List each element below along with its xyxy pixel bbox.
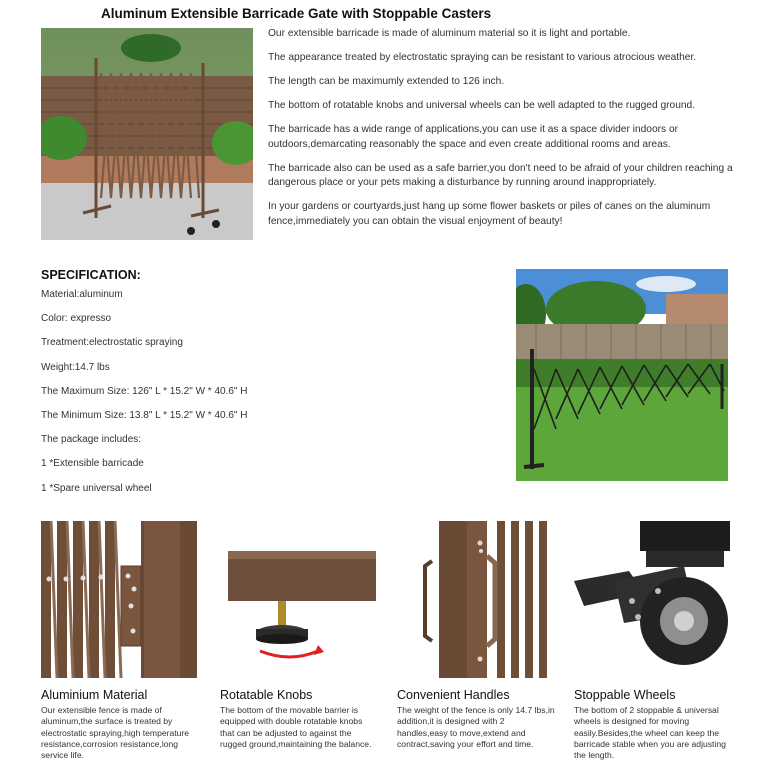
feature-aluminium-material	[41, 521, 199, 761]
wheel-closeup-image	[574, 521, 730, 678]
spec-item: Weight:14.7 lbs	[41, 361, 110, 373]
feature-title: Rotatable Knobs	[220, 688, 313, 702]
garden-scene-image	[516, 269, 728, 481]
feature-convenient-handles	[397, 521, 555, 750]
aluminium-closeup-image	[41, 521, 197, 678]
feature-text: The bottom of 2 stoppable & universal wheels is designed for moving easily.Besides,the wheel can keep the barricade stable when you are adjusting the length.	[574, 705, 726, 761]
product-description	[268, 27, 738, 239]
spec-item: The Minimum Size: 13.8" L * 15.2" W * 40.6" H	[41, 409, 248, 421]
description-paragraph: The appearance treated by electrostatic spraying can be resistant to various atrocious weather.	[268, 52, 697, 63]
spec-item: The Maximum Size: 126" L * 15.2" W * 40.6" H	[41, 385, 248, 397]
knob-closeup-image	[220, 521, 376, 678]
spec-item: Treatment:electrostatic spraying	[41, 337, 183, 349]
description-paragraph: The bottom of rotatable knobs and universal wheels can be well adapted to the rugged ground.	[268, 100, 696, 111]
spec-item: Material:aluminum	[41, 289, 123, 300]
description-paragraph: The barricade also can be used as a safe barrier,you don't need to be afraid of your children reaching a dangerous place or your pets making a disturbance by running around inappropriately.	[268, 162, 733, 188]
spec-item: 1 *Extensible barricade	[41, 458, 144, 470]
spec-item: 1 *Spare universal wheel	[41, 482, 152, 494]
description-paragraph: In your gardens or courtyards,just hang up some flower baskets or piles of canes on the aluminum fence,immediately you can obtain the visual enjoyment of beauty!	[268, 201, 711, 227]
feature-text: The bottom of the movable barrier is equipped with double rotatable knobs that can be adjusted to against the rugged ground,maintaining the balance.	[220, 705, 372, 749]
barricade-product-image	[41, 28, 253, 240]
specification-list	[41, 289, 247, 507]
feature-rotatable-knobs	[220, 521, 378, 750]
spec-item: Color: expresso	[41, 313, 112, 325]
specification-heading: SPECIFICATION:	[41, 268, 141, 282]
spec-item: The package includes:	[41, 434, 142, 446]
feature-title: Convenient Handles	[397, 688, 510, 702]
page-title: Aluminum Extensible Barricade Gate with Stoppable Casters	[101, 6, 492, 21]
description-paragraph: Our extensible barricade is made of aluminum material so it is light and portable.	[268, 28, 631, 39]
feature-stoppable-wheels	[574, 521, 732, 761]
description-paragraph: The length can be maximumly extended to 126 inch.	[268, 76, 505, 87]
handle-closeup-image	[397, 521, 553, 678]
description-paragraph: The barricade has a wide range of applications,you can use it as a space divider indoors or outdoors,demarcating reasonably the space and even create additional rooms and areas.	[268, 124, 679, 150]
feature-text: Our extensible fence is made of aluminum,the surface is treated by electrostatic spraying,high temperature resistance,corrosion resistance,long service life.	[41, 705, 190, 761]
feature-text: The weight of the fence is only 14.7 lbs,in addition,it is designed with 2 handles,easy to move,extend and contract,saving your effort and time.	[397, 705, 555, 749]
feature-title: Stoppable Wheels	[574, 688, 676, 702]
feature-title: Aluminium Material	[41, 688, 148, 702]
